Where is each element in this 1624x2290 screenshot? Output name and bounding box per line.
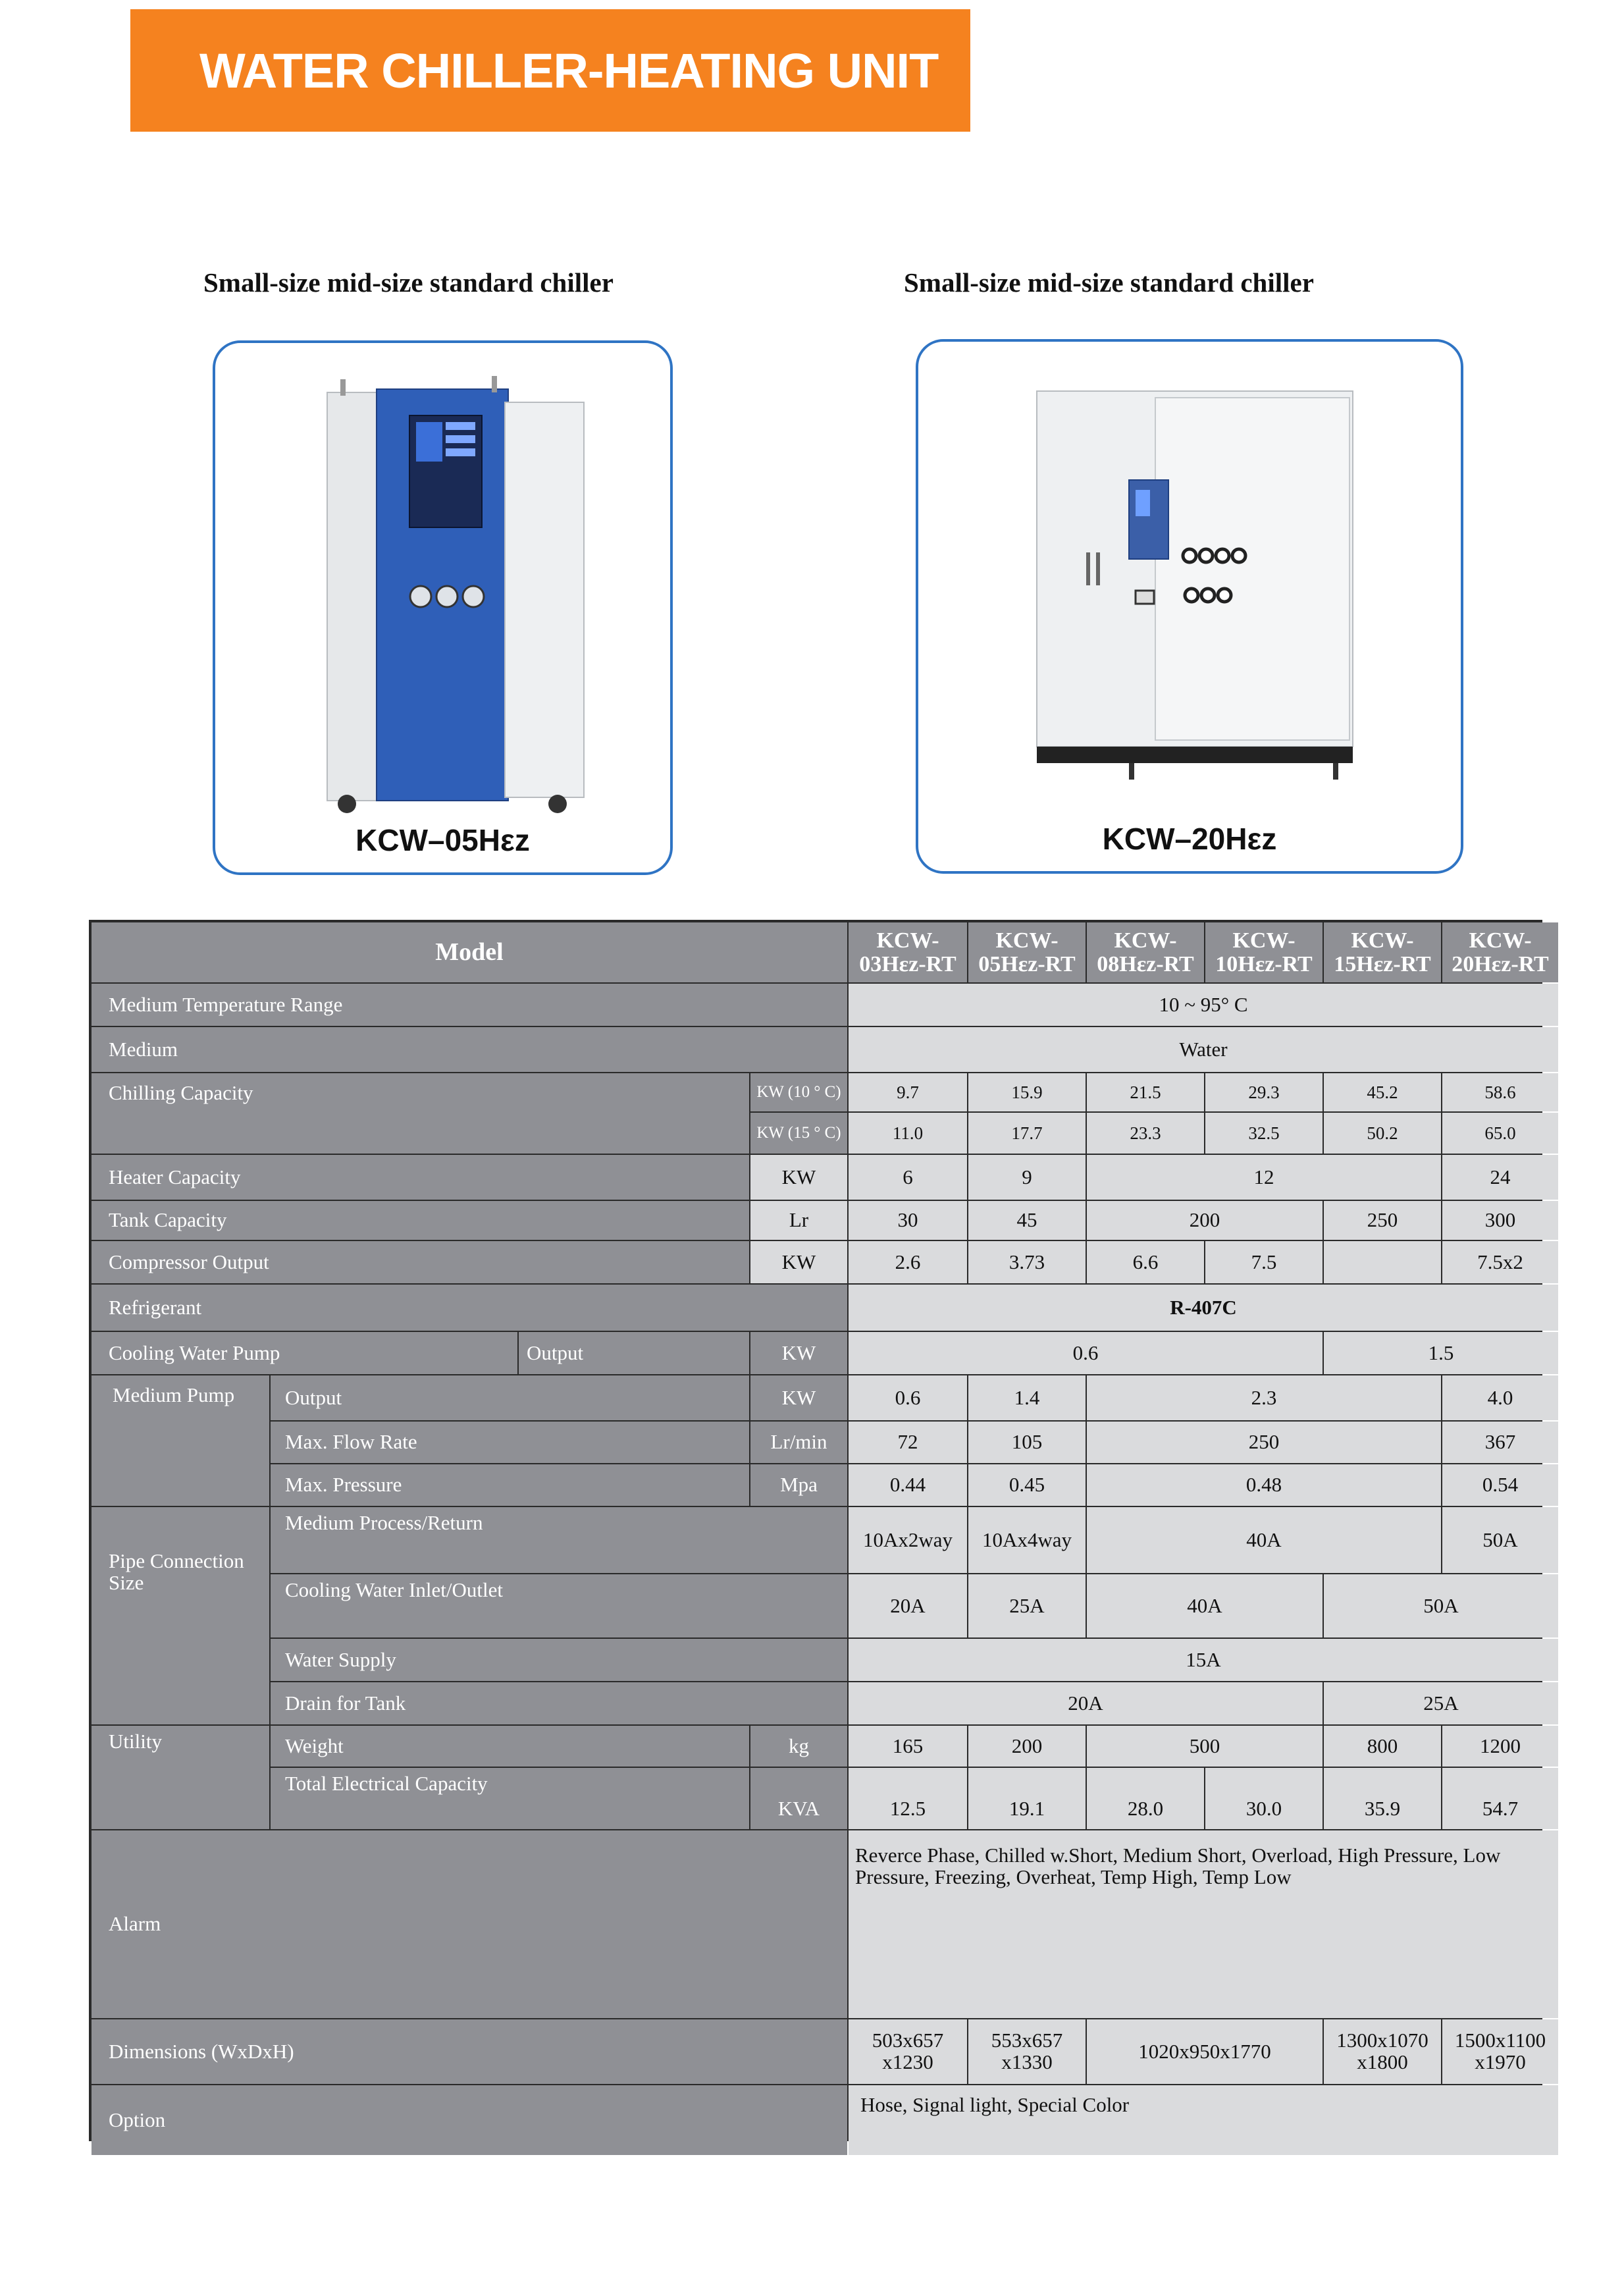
model-header-cell: KCW- 03Hεz-RT <box>849 922 967 982</box>
product-photo-right <box>916 339 1463 874</box>
value-cell: 4.0 <box>1442 1375 1558 1420</box>
row-label: Alarm <box>92 1830 847 2018</box>
row-label: Heater Capacity <box>92 1155 749 1200</box>
model-header-cell: KCW- 05Hεz-RT <box>968 922 1086 982</box>
value-cell: 35.9 <box>1324 1768 1441 1829</box>
sub-label: Output <box>271 1375 749 1420</box>
value-cell: 29.3 <box>1205 1073 1323 1111</box>
value-cell: 15A <box>849 1639 1558 1681</box>
value-cell: 553x657 x1330 <box>968 2019 1086 2084</box>
unit-cell: Lr <box>750 1201 847 1240</box>
row-label: Medium Pump <box>92 1375 269 1506</box>
row-label: Compressor Output <box>92 1241 749 1283</box>
value-cell: 1.4 <box>968 1375 1086 1420</box>
row-label: Chilling Capacity <box>92 1073 749 1154</box>
value-cell: 45.2 <box>1324 1073 1441 1111</box>
row-label: Pipe Connection Size <box>92 1507 269 1724</box>
sub-label: Total Electrical Capacity <box>271 1768 749 1829</box>
value-cell: 800 <box>1324 1726 1441 1767</box>
option-list: Hose, Signal light, Special Color <box>849 2085 1558 2155</box>
value-cell: 0.6 <box>849 1332 1323 1374</box>
value-cell: 503x657 x1230 <box>849 2019 967 2084</box>
value-cell: 105 <box>968 1422 1086 1463</box>
value-cell: 250 <box>1324 1201 1441 1240</box>
value-cell: 1300x1070 x1800 <box>1324 2019 1441 2084</box>
row-label: Utility <box>92 1726 269 1829</box>
row-label: Option <box>92 2085 847 2155</box>
row-label: Dimensions (WxDxH) <box>92 2019 847 2084</box>
row-label: Tank Capacity <box>92 1201 749 1240</box>
value-cell: 500 <box>1087 1726 1323 1767</box>
unit-cell: KW <box>750 1375 847 1420</box>
sub-label: Cooling Water Inlet/Outlet <box>271 1574 847 1638</box>
model-header-cell: KCW- 10Hεz-RT <box>1205 922 1323 982</box>
value-cell: 25A <box>1324 1682 1558 1724</box>
unit-cell: KW (15 ° C) <box>750 1113 847 1154</box>
value-cell: 2.3 <box>1087 1375 1441 1420</box>
unit-cell: KVA <box>750 1768 847 1829</box>
value-cell: 0.54 <box>1442 1464 1558 1506</box>
value-cell: 6 <box>849 1155 967 1200</box>
value-cell: 6.6 <box>1087 1241 1204 1283</box>
value-cell: Water <box>849 1027 1558 1072</box>
value-cell: 40A <box>1087 1507 1441 1573</box>
sub-label: Weight <box>271 1726 749 1767</box>
model-header-cell: KCW- 08Hεz-RT <box>1087 922 1204 982</box>
value-cell: 58.6 <box>1442 1073 1558 1111</box>
value-cell: 20A <box>849 1574 967 1638</box>
value-cell: 15.9 <box>968 1073 1086 1111</box>
spec-table <box>89 920 1549 2141</box>
value-cell: 50A <box>1442 1507 1558 1573</box>
value-cell: 0.44 <box>849 1464 967 1506</box>
value-cell: 9.7 <box>849 1073 967 1111</box>
sub-label: Medium Process/Return <box>271 1507 847 1573</box>
row-label: Medium <box>92 1027 847 1072</box>
row-label: Medium Temperature Range <box>92 984 847 1026</box>
value-cell: 23.3 <box>1087 1113 1204 1154</box>
value-cell: 30.0 <box>1205 1768 1323 1829</box>
value-cell: 10Ax4way <box>968 1507 1086 1573</box>
page-title: WATER CHILLER-HEATING UNIT <box>199 43 939 98</box>
value-cell: 40A <box>1087 1574 1323 1638</box>
value-cell: 300 <box>1442 1201 1558 1240</box>
model-header-cell: KCW- 15Hεz-RT <box>1324 922 1441 982</box>
unit-cell: Lr/min <box>750 1422 847 1463</box>
value-cell: 19.1 <box>968 1768 1086 1829</box>
value-cell: 200 <box>1087 1201 1323 1240</box>
unit-cell: Mpa <box>750 1464 847 1506</box>
alarm-list: Reverce Phase, Chilled w.Short, Medium Short, Overload, High Pressure, Low Pressure, Freezing, Overheat, Temp High, Temp Low <box>849 1830 1558 2018</box>
value-cell: 1200 <box>1442 1726 1558 1767</box>
value-cell: 65.0 <box>1442 1113 1558 1154</box>
sub-label: Output <box>519 1332 749 1374</box>
value-cell: 25A <box>968 1574 1086 1638</box>
row-label: Refrigerant <box>92 1285 847 1331</box>
value-cell: 1020x950x1770 <box>1087 2019 1323 2084</box>
product-caption-right: KCW–20Hεz <box>1102 822 1277 856</box>
value-cell: 32.5 <box>1205 1113 1323 1154</box>
value-cell: 11.0 <box>849 1113 967 1154</box>
value-cell: 12.5 <box>849 1768 967 1829</box>
unit-cell: KW <box>750 1241 847 1283</box>
model-header-cell: KCW- 20Hεz-RT <box>1442 922 1558 982</box>
value-cell: 1.5 <box>1324 1332 1558 1374</box>
sub-label: Drain for Tank <box>271 1682 847 1724</box>
value-cell: 21.5 <box>1087 1073 1204 1111</box>
value-cell: 72 <box>849 1422 967 1463</box>
value-cell: 45 <box>968 1201 1086 1240</box>
value-cell: 0.6 <box>849 1375 967 1420</box>
value-cell: 50A <box>1324 1574 1558 1638</box>
unit-cell: KW <box>750 1332 847 1374</box>
value-cell <box>1324 1241 1441 1283</box>
value-cell: 7.5 <box>1205 1241 1323 1283</box>
value-cell: 1500x1100 x1970 <box>1442 2019 1558 2084</box>
value-cell: 9 <box>968 1155 1086 1200</box>
value-cell: 17.7 <box>968 1113 1086 1154</box>
unit-cell: kg <box>750 1726 847 1767</box>
value-cell: 54.7 <box>1442 1768 1558 1829</box>
value-cell: 12 <box>1087 1155 1441 1200</box>
value-cell: 30 <box>849 1201 967 1240</box>
unit-cell: KW (10 ° C) <box>750 1073 847 1111</box>
value-cell: 28.0 <box>1087 1768 1204 1829</box>
product-subtitle-right: Small-size mid-size standard chiller <box>904 267 1314 298</box>
value-cell: 0.45 <box>968 1464 1086 1506</box>
chiller-large-illustration <box>918 342 1461 871</box>
sub-label: Max. Flow Rate <box>271 1422 749 1463</box>
value-cell: 2.6 <box>849 1241 967 1283</box>
value-cell: 24 <box>1442 1155 1558 1200</box>
product-caption-left: KCW–05Hεz <box>355 823 530 857</box>
value-cell: 200 <box>968 1726 1086 1767</box>
value-cell: 3.73 <box>968 1241 1086 1283</box>
unit-cell: KW <box>750 1155 847 1200</box>
title-banner <box>130 9 970 132</box>
product-subtitle-left: Small-size mid-size standard chiller <box>203 267 614 298</box>
value-cell: 10 ~ 95° C <box>849 984 1558 1026</box>
value-cell: 250 <box>1087 1422 1441 1463</box>
sub-label: Water Supply <box>271 1639 847 1681</box>
product-photo-left <box>213 340 673 875</box>
row-label: Cooling Water Pump <box>92 1332 517 1374</box>
value-cell: 0.48 <box>1087 1464 1441 1506</box>
value-cell: 7.5x2 <box>1442 1241 1558 1283</box>
value-cell: R-407C <box>849 1285 1558 1331</box>
value-cell: 165 <box>849 1726 967 1767</box>
value-cell: 20A <box>849 1682 1323 1724</box>
value-cell: 50.2 <box>1324 1113 1441 1154</box>
value-cell: 10Ax2way <box>849 1507 967 1573</box>
chiller-small-illustration <box>215 343 670 872</box>
sub-label: Max. Pressure <box>271 1464 749 1506</box>
model-header: Model <box>92 922 847 982</box>
value-cell: 367 <box>1442 1422 1558 1463</box>
